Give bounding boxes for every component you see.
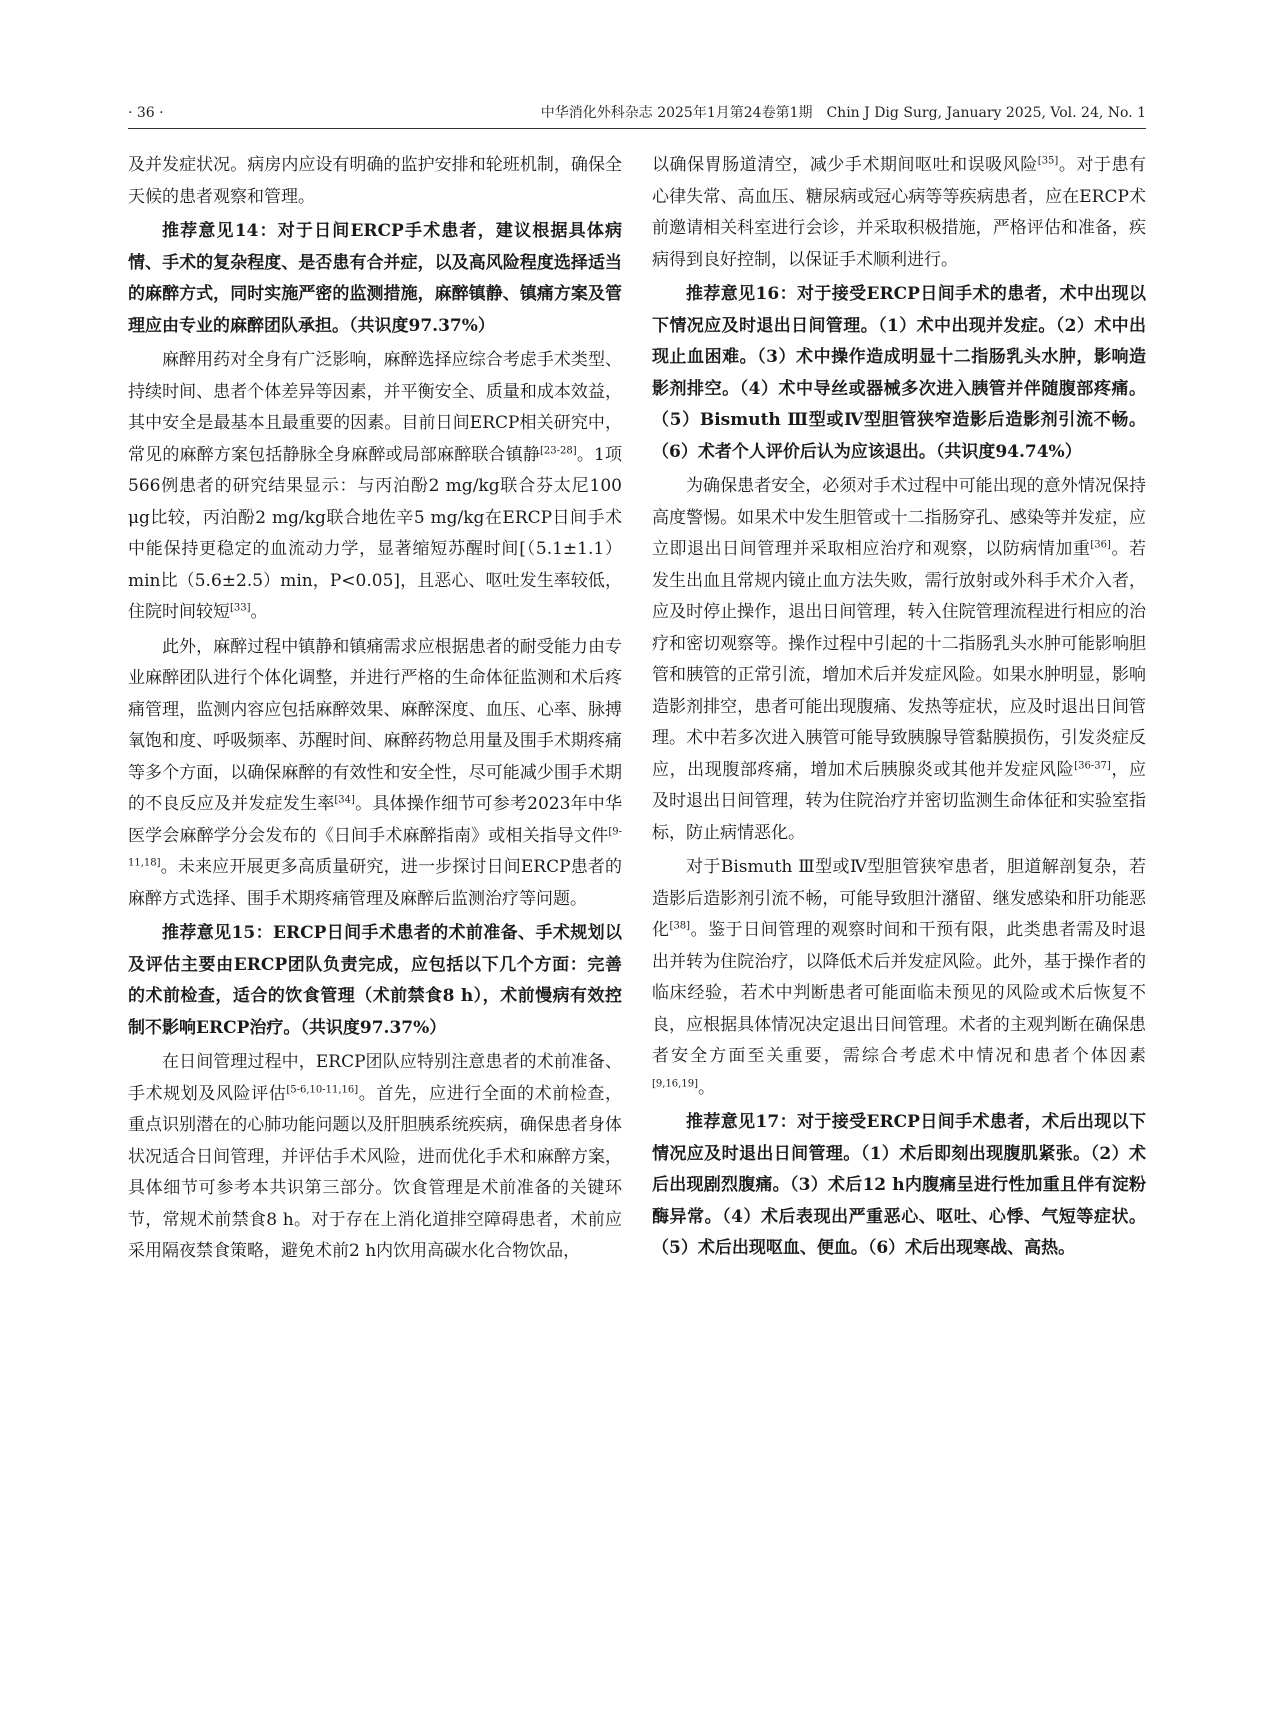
paragraph: 此外，麻醉过程中镇静和镇痛需求应根据患者的耐受能力由专业麻醉团队进行个体化调整，并进行严格的生命体征监测和术后疼痛管理，监测内容应包括麻醉效果、麻醉深度、血压、心率、脉搏氧饱和度、呼吸频率、苏醒时间、麻醉药物总用量及围手术期疼痛等多个方面，以确保麻醉的有效性和安全性，尽可能减少围手术期的不良反应及并发症发生率[34]。具体操作细节可参考2023年中华医学会麻醉学分会发布的《日间手术麻醉指南》或相关指导文件[9-11,18]。未来应开展更多高质量研究，进一步探讨日间ERCP患者的麻醉方式选择、围手术期疼痛管理及麻醉后监测治疗等问题。 bbox=[128, 636, 623, 909]
paragraph: 以确保胃肠道清空，减少手术期间呕吐和误吸风险[35]。对于患有心律失常、高血压、糖尿病或冠心病等等疾病患者，应在ERCP术前邀请相关科室进行会诊，并采取积极措施，严格评估和准备，疾病得到良好控制，以保证手术顺利进行。 bbox=[652, 155, 1147, 270]
recommendation-15: 推荐意见15：ERCP日间手术患者的术前准备、手术规划以及评估主要由ERCP团队负责完成，应包括以下几个方面：完善的术前检查，适合的饮食管理（术前禁食8 h），术前慢病有效控制不影响ERCP治疗。（共识度97.37%） bbox=[128, 923, 622, 1038]
header-rule bbox=[128, 128, 1146, 129]
citation[interactable]: [35] bbox=[1037, 155, 1059, 167]
journal-running-title: 中华消化外科杂志 2025年1月第24卷第1期 Chin J Dig Surg, January 2025, Vol. 24, No. 1 bbox=[540, 105, 1146, 121]
citation[interactable]: [23-28] bbox=[540, 444, 577, 456]
citation[interactable]: [36] bbox=[1090, 539, 1111, 551]
right-column bbox=[652, 150, 1146, 1268]
recommendation-16: 推荐意见16：对于接受ERCP日间手术的患者，术中出现以下情况应及时退出日间管理。（1）术中出现并发症。（2）术中出现止血困难。（3）术中操作造成明显十二指肠乳头水肿，影响造影剂排空。（4）术中导丝或器械多次进入胰管并伴随腹部疼痛。（5）Bismuth Ⅲ型或Ⅳ型胆管狭窄造影后造影剂引流不畅。（6）术者个人评价后认为应该退出。（共识度94.74%） bbox=[652, 284, 1146, 462]
paragraph: 为确保患者安全，必须对手术过程中可能出现的意外情况保持高度警惕。如果术中发生胆管或十二指肠穿孔、感染等并发症，应立即退出日间管理并采取相应治疗和观察，以防病情加重[36]。若发生出血且常规内镜止血方法失败，需行放射或外科手术介入者，应及时停止操作，退出日间管理，转入住院管理流程进行相应的治疗和密切观察等。操作过程中引起的十二指肠乳头水肿可能影响胆管和胰管的正常引流，增加术后并发症风险。如果水肿明显，影响造影剂排空，患者可能出现腹痛、发热等症状，应及时退出日间管理。术中若多次进入胰管可能导致胰腺导管黏膜损伤，引发炎症反应，出现腹部疼痛，增加术后胰腺炎或其他并发症风险[36-37]，应及时退出日间管理，转为住院治疗并密切监测生命体征和实验室指标，防止病情恶化。 bbox=[652, 476, 1147, 843]
citation[interactable]: [33] bbox=[230, 602, 251, 614]
left-column bbox=[128, 150, 622, 1271]
citation[interactable]: [9-11,18] bbox=[128, 825, 622, 869]
running-header bbox=[128, 100, 1146, 126]
citation[interactable]: [36-37] bbox=[1074, 759, 1111, 771]
paragraph: 在日间管理过程中，ERCP团队应特别注意患者的术前准备、手术规划及风险评估[5-6,10-11,16]。首先，应进行全面的术前检查，重点识别潜在的心肺功能问题以及肝胆胰系统疾病，确保患者身体状况适合日间管理，并评估手术风险，进而优化手术和麻醉方案，具体细节可参考本共识第三部分。饮食管理是术前准备的关键环节，常规术前禁食8 h。对于存在上消化道排空障碍患者，术前应采用隔夜禁食策略，避免术前2 h内饮用高碳水化合物饮品， bbox=[128, 1052, 623, 1261]
paragraph: 麻醉用药对全身有广泛影响，麻醉选择应综合考虑手术类型、持续时间、患者个体差异等因素，并平衡安全、质量和成本效益，其中安全是最基本且最重要的因素。目前日间ERCP相关研究中，常见的麻醉方案包括静脉全身麻醉或局部麻醉联合镇静[23-28]。1项566例患者的研究结果显示：与丙泊酚2 mg/kg联合芬太尼100 μg比较，丙泊酚2 mg/kg联合地佐辛5 mg/kg在ERCP日间手术中能保持更稳定的血流动力学，显著缩短苏醒时间[（5.1±1.1）min比（5.6±2.5）min，P<0.05]，且恶心、呕吐发生率较低，住院时间较短[33]。 bbox=[128, 350, 622, 622]
citation[interactable]: [5-6,10-11,16] bbox=[286, 1083, 359, 1095]
citation[interactable]: [9,16,19] bbox=[652, 1077, 698, 1089]
paragraph: 对于Bismuth Ⅲ型或Ⅳ型胆管狭窄患者，胆道解剖复杂，若造影后造影剂引流不畅，可能导致胆汁潴留、继发感染和肝功能恶化[38]。鉴于日间管理的观察时间和干预有限，此类患者需及时退出并转为住院治疗，以降低术后并发症风险。此外，基于操作者的临床经验，若术中判断患者可能面临未预见的风险或术后恢复不良，应根据具体情况决定退出日间管理。术者的主观判断在确保患者安全方面至关重要，需综合考虑术中情况和患者个体因素[9,16,19]。 bbox=[652, 857, 1147, 1098]
citation[interactable]: [34] bbox=[334, 794, 355, 806]
recommendation-14: 推荐意见14：对于日间ERCP手术患者，建议根据具体病情、手术的复杂程度、是否患有合并症，以及高风险程度选择适当的麻醉方式，同时实施严密的监测措施，麻醉镇静、镇痛方案及管理应由专业的麻醉团队承担。（共识度97.37%） bbox=[128, 221, 622, 336]
citation[interactable]: [38] bbox=[669, 920, 691, 932]
paragraph: 及并发症状况。病房内应设有明确的监护安排和轮班机制，确保全天候的患者观察和管理。 bbox=[128, 155, 622, 207]
page-number: · 36 · bbox=[128, 105, 164, 121]
recommendation-17: 推荐意见17：对于接受ERCP日间手术患者，术后出现以下情况应及时退出日间管理。（1）术后即刻出现腹肌紧张。（2）术后出现剧烈腹痛。（3）术后12 h内腹痛呈进行性加重且伴有淀粉酶异常。（4）术后表现出严重恶心、呕吐、心悸、气短等症状。（5）术后出现呕血、便血。（6）术后出现寒战、高热。 bbox=[652, 1112, 1146, 1258]
